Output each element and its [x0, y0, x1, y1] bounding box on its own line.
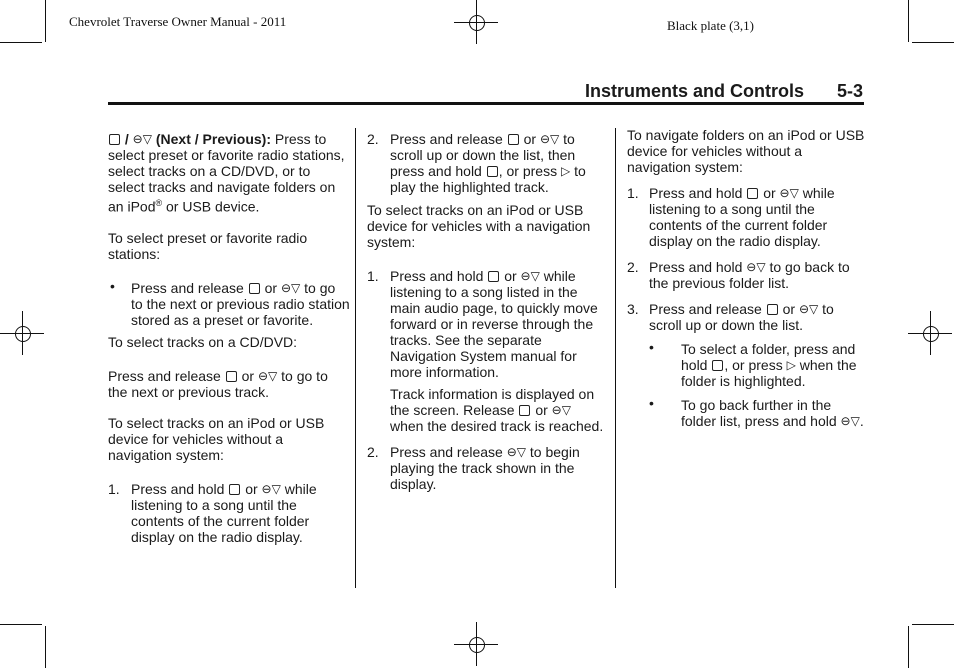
list-item: 3. Press and release or ⊖▽ to scroll up or down the list. — [627, 301, 834, 333]
track-info-paragraph: Track information is displayed on the screen. Release or ⊖▽ when the desired track is reached. — [390, 386, 604, 434]
preset-intro: To select preset or favorite radio stations: — [108, 229, 308, 262]
select-arrow-icon: ▷ — [560, 164, 571, 178]
seek-button-icon: ⊖▽ — [746, 260, 766, 274]
column-1 — [108, 131, 350, 545]
crop-mark — [908, 0, 909, 42]
registration-mark-right — [916, 319, 946, 349]
ipod-intro: To select tracks on an iPod or USB device for vehicles without a navigation system: — [108, 414, 325, 463]
crop-mark — [908, 626, 909, 668]
list-item: 1. Press and hold or ⊖▽ while listening to a song until the contents of the current folder display on the radio display. — [627, 185, 835, 249]
header-rule — [108, 102, 864, 105]
cd-intro: To select tracks on a CD/DVD: — [108, 333, 298, 350]
next-button-icon — [747, 188, 758, 199]
next-button-icon — [249, 283, 260, 294]
list-item: • To select a folder, press and hold , or press ▷ when the folder is highlighted. — [649, 339, 857, 389]
next-button-icon — [767, 304, 778, 315]
seek-button-icon: ⊖▽ — [551, 403, 571, 417]
column-divider — [615, 128, 616, 588]
registration-mark-top — [462, 8, 492, 38]
registration-mark-bottom — [462, 630, 492, 660]
bullet: • — [110, 277, 115, 294]
cd-paragraph: Press and release or ⊖▽ to go to the next or previous track. — [108, 367, 328, 400]
folders-intro: To navigate folders on an iPod or USB device for vehicles without a navigation system: — [627, 127, 865, 175]
bullet: • — [649, 395, 654, 411]
seek-button-icon: ⊖▽ — [798, 302, 819, 316]
crop-mark — [912, 624, 954, 625]
crop-mark — [45, 626, 46, 668]
seek-button-icon: ⊖▽ — [257, 368, 278, 383]
column-2 — [367, 131, 607, 492]
list-item: • To go back further in the folder list, press and hold ⊖▽. — [649, 395, 864, 429]
lead-label: (Next / Previous): — [155, 131, 271, 147]
section-title: Instruments and Controls — [584, 81, 804, 101]
list-item: 2. Press and release ⊖▽ to begin playing the track shown in the display. — [367, 444, 580, 492]
list-item: 1. Press and hold or ⊖▽ while listening to a song until the contents of the current folder display on the radio display. — [108, 480, 317, 545]
next-button-icon — [712, 360, 723, 371]
nav-intro: To select tracks on an iPod or USB device for vehicles with a navigation system: — [367, 202, 591, 250]
next-button-icon — [488, 271, 499, 282]
next-button-icon — [109, 134, 120, 145]
list-item: 1. Press and hold or ⊖▽ while listening to a song listed in the main audio page, to quickly move forward or in reverse through the tracks. See the separate Navigation System manual for more information. Track information is displayed on the screen. Release or ⊖▽ when the desired track is reached. — [367, 268, 607, 434]
crop-mark — [0, 624, 42, 625]
seek-button-icon: ⊖▽ — [280, 280, 301, 295]
column-divider — [355, 128, 356, 588]
bullet: • — [649, 339, 654, 355]
page-number: 5-3 — [836, 81, 863, 101]
seek-button-icon: ⊖▽ — [261, 481, 281, 496]
crop-mark — [45, 0, 46, 42]
seek-button-icon: ⊖▽ — [506, 445, 527, 459]
crop-mark — [912, 42, 954, 43]
list-item: 2. Press and hold ⊖▽ to go back to the previous folder list. — [627, 259, 850, 291]
list-item: 2. Press and release or ⊖▽ to scroll up or down the list, then press and hold , or press ▷ to play the highlighted track. — [367, 131, 586, 195]
seek-button-icon: ⊖▽ — [520, 269, 540, 283]
column-3 — [627, 127, 865, 429]
next-button-icon — [487, 166, 498, 177]
plate-label: Black plate (3,1) — [667, 18, 754, 33]
crop-mark — [0, 42, 42, 43]
seek-button-icon: ⊖▽ — [840, 414, 860, 428]
seek-button-icon: ⊖▽ — [132, 132, 152, 146]
next-button-icon — [226, 371, 237, 382]
next-button-icon — [519, 405, 530, 416]
lead-paragraph: / ⊖▽ (Next / Previous): Press to select preset or favorite radio stations, select tracks on a CD/DVD, or to select tracks and navigate folders on an iPod® or USB device. — [108, 131, 345, 215]
next-button-icon — [508, 134, 519, 145]
seek-button-icon: ⊖▽ — [539, 132, 560, 146]
select-arrow-icon: ▷ — [786, 358, 796, 372]
registration-mark-left — [8, 319, 38, 349]
seek-button-icon: ⊖▽ — [779, 186, 799, 200]
next-button-icon — [229, 484, 240, 495]
list-item: • Press and release or ⊖▽ to go to the next or previous radio station stored as a preset or favorite. — [110, 277, 350, 328]
manual-title: Chevrolet Traverse Owner Manual - 2011 — [69, 14, 287, 29]
